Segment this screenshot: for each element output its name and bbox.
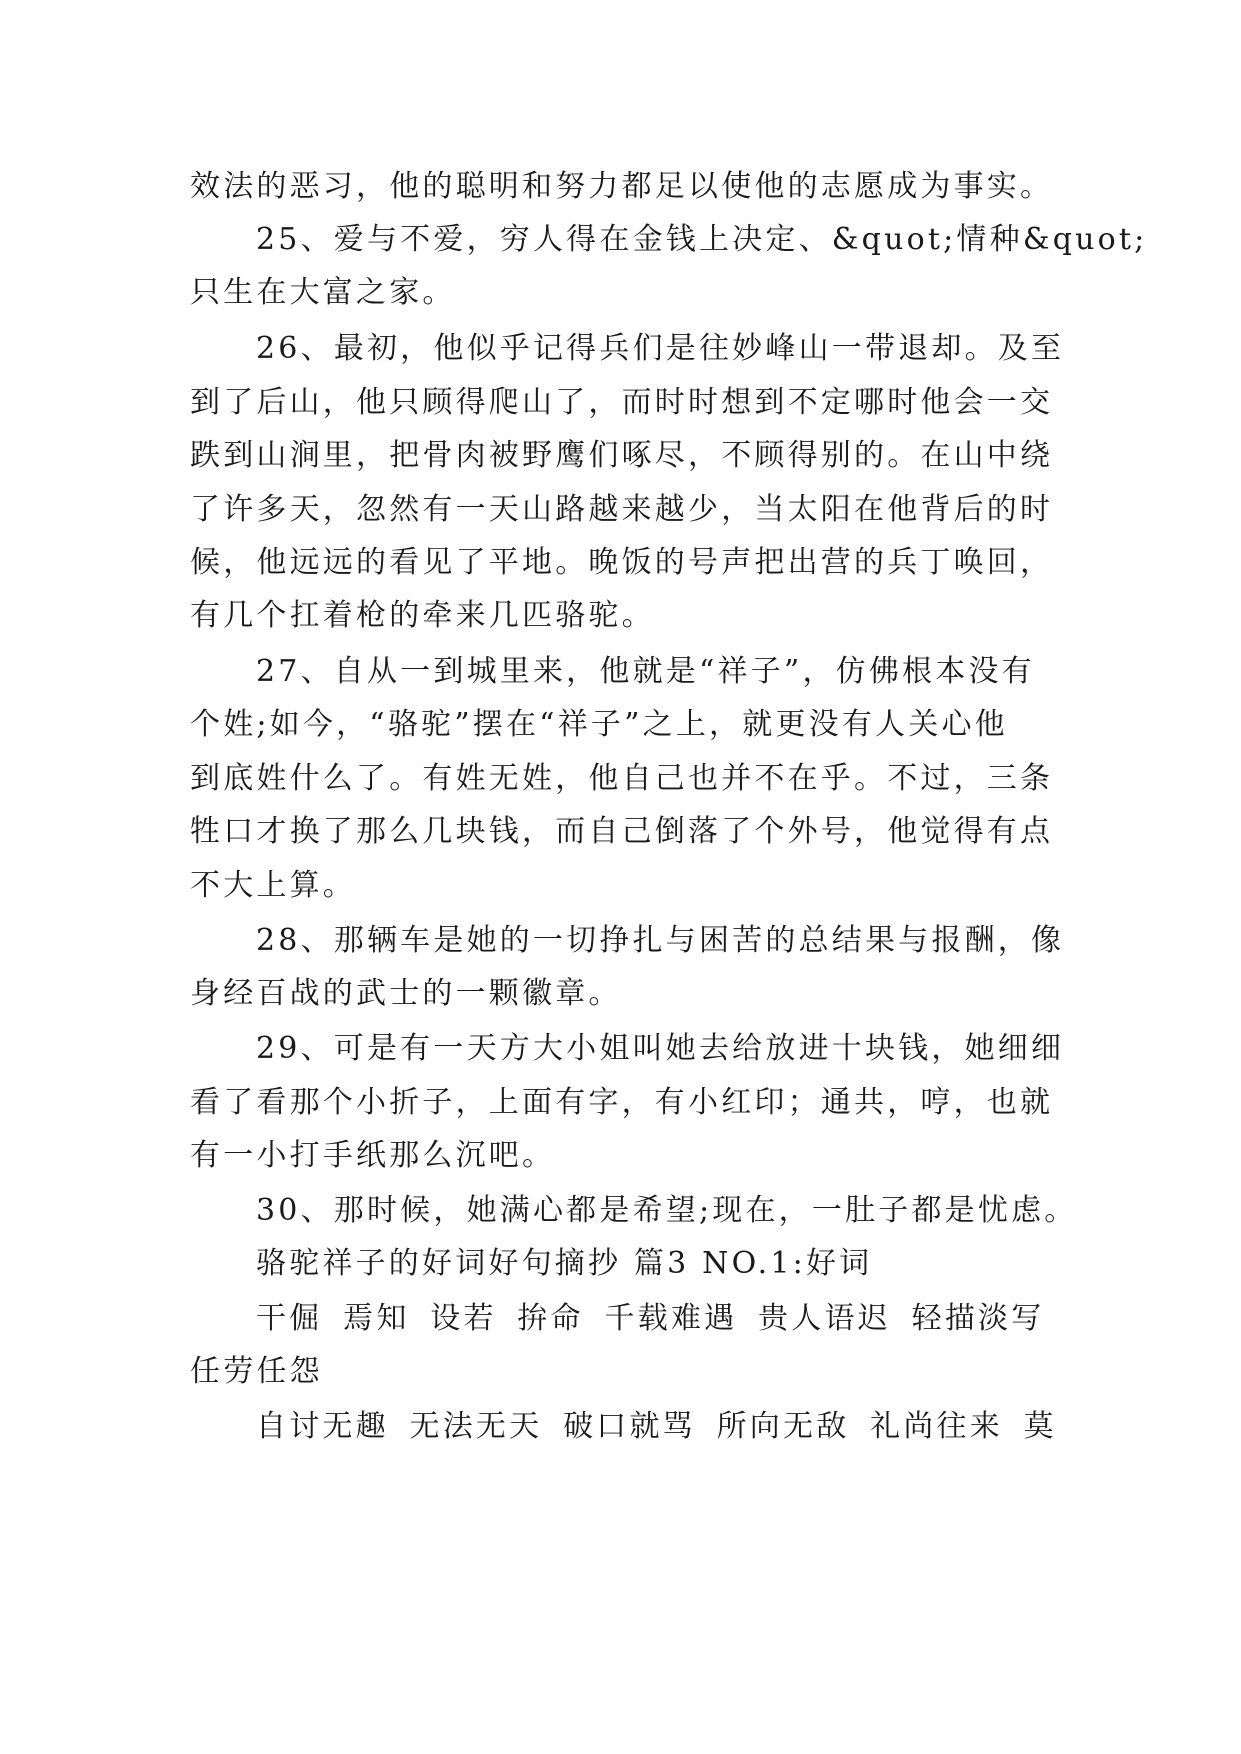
text-line: 候，他远远的看见了平地。晚饭的号声把出营的兵丁唤回， <box>190 545 1054 580</box>
text-line: 只生在大富之家。 <box>190 275 456 310</box>
text-line: 身经百战的武士的一颗徽章。 <box>190 976 622 1011</box>
text-line: 个姓;如今，“骆驼”摆在“祥子”之上，就更没有人关心他 <box>190 707 1008 742</box>
text-line: 28、那辆车是她的一切挣扎与困苦的总结果与报酬，像 <box>256 923 1065 958</box>
text-line: 看了看那个小折子，上面有字，有小红印；通共，哼，也就 <box>190 1085 1054 1120</box>
text-line: 到底姓什么了。有姓无姓，他自己也并不在乎。不过，三条 <box>190 761 1054 796</box>
text-line: 29、可是有一天方大小姐叫她去给放进十块钱，她细细 <box>256 1031 1065 1066</box>
text-line: 27、自从一到城里来，他就是“祥子”，仿佛根本没有 <box>256 654 1035 689</box>
text-line: 25、爱与不爱，穷人得在金钱上决定、&quot;情种&quot; <box>256 222 1148 257</box>
text-line: 跌到山涧里，把骨肉被野鹰们啄尽，不顾得别的。在山中绕 <box>190 438 1054 473</box>
section-heading: 骆驼祥子的好词好句摘抄 篇3 NO.1:好词 <box>256 1246 873 1281</box>
text-line: 30、那时候，她满心都是希望;现在，一肚子都是忧虑。 <box>256 1193 1078 1228</box>
text-line: 自讨无趣 无法无天 破口就骂 所向无敌 礼尚往来 莫 <box>256 1409 1057 1444</box>
text-line: 了许多天，忽然有一天山路越来越少，当太阳在他背后的时 <box>190 492 1054 527</box>
text-line: 效法的恶习，他的聪明和努力都足以使他的志愿成为事实。 <box>190 169 1054 204</box>
text-line: 不大上算。 <box>190 868 356 903</box>
text-line: 到了后山，他只顾得爬山了，而时时想到不定哪时他会一交 <box>190 385 1054 420</box>
text-line: 任劳任怨 <box>190 1354 323 1389</box>
text-line: 有几个扛着枪的牵来几匹骆驼。 <box>190 598 655 633</box>
text-line: 有一小打手纸那么沉吧。 <box>190 1138 556 1173</box>
text-line: 干倔 焉知 设若 拚命 千载难遇 贵人语迟 轻描淡写 <box>256 1301 1045 1336</box>
text-line: 牲口才换了那么几块钱，而自己倒落了个外号，他觉得有点 <box>190 814 1054 849</box>
text-line: 26、最初，他似乎记得兵们是往妙峰山一带退却。及至 <box>256 331 1065 366</box>
